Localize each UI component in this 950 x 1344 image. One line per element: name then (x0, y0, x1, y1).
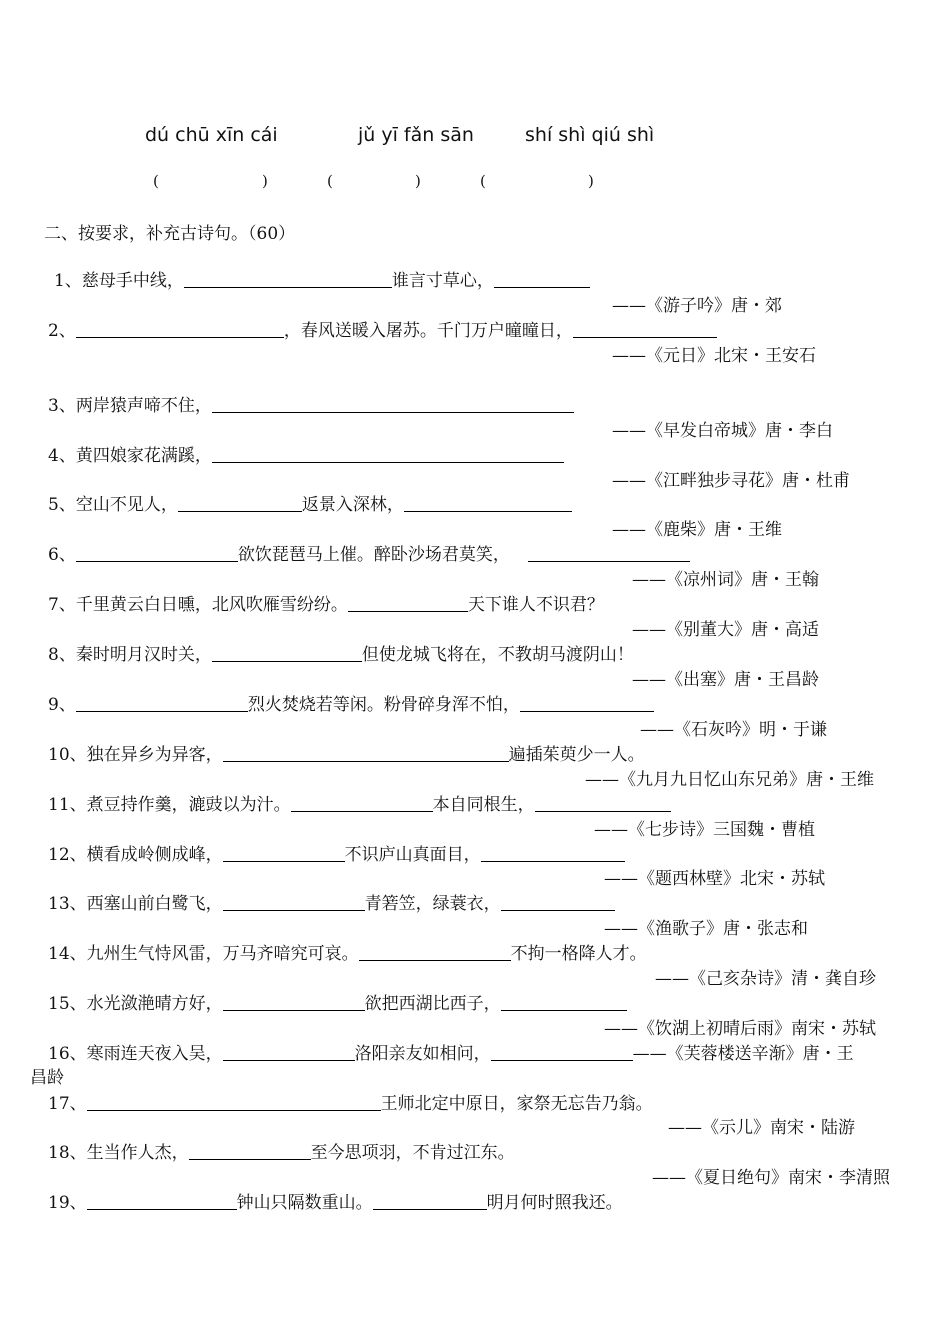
poem-text: 黄四娘家花满蹊， (75, 446, 212, 466)
poem-text: 本自同根生， (432, 795, 535, 815)
item-number: 11、 (48, 795, 87, 815)
answer-blank[interactable] (481, 844, 625, 862)
answer-blank[interactable] (535, 794, 671, 812)
answer-blank[interactable] (494, 270, 590, 288)
poem-text: 明月何时照我还。 (486, 1193, 623, 1213)
poem-text: ，春风送暖入屠苏。千门万户曈曈日， (283, 321, 573, 341)
answer-blank[interactable] (212, 445, 564, 463)
answer-blank[interactable] (491, 1043, 633, 1061)
item-9 (48, 694, 654, 716)
poem-source: ——《己亥杂诗》清・龚自珍 (655, 969, 876, 989)
poem-text: 空山不见人， (75, 495, 178, 515)
item-number: 7、 (48, 595, 76, 615)
item-number: 13、 (48, 894, 87, 914)
poem-source: ——《渔歌子》唐・张志和 (604, 919, 808, 939)
poem-text: 烈火焚烧若等闲。粉骨碎身浑不怕， (247, 695, 520, 715)
poem-source: ——《芙蓉楼送辛渐》唐・王 (632, 1044, 854, 1064)
answer-blank[interactable] (520, 694, 654, 712)
item-7 (48, 594, 604, 616)
answer-blank[interactable] (501, 893, 615, 911)
poem-text: 生当作人杰， (86, 1143, 189, 1163)
item-number: 1、 (54, 271, 82, 291)
poem-text: 天下谁人不识君？ (467, 595, 604, 615)
item-number: 10、 (48, 745, 87, 765)
item-number: 9、 (48, 695, 76, 715)
poem-text: 九州生气恃风雷，万马齐喑究可哀。 (86, 944, 359, 964)
poem-source: ——《元日》北宋・王安石 (612, 346, 816, 366)
answer-blank[interactable] (178, 494, 302, 512)
answer-blank[interactable] (212, 395, 574, 413)
item-19 (48, 1192, 623, 1214)
answer-blank[interactable] (348, 594, 468, 612)
item-15 (48, 993, 627, 1015)
item-number: 6、 (48, 545, 76, 565)
item-17 (48, 1093, 653, 1115)
item-number: 14、 (48, 944, 87, 964)
item-number: 5、 (48, 495, 76, 515)
answer-blank[interactable] (76, 544, 238, 562)
poem-source: ——《凉州词》唐・王翰 (632, 570, 819, 590)
poem-text: 两岸猿声啼不住， (75, 396, 212, 416)
poem-text: 洛阳亲友如相问， (354, 1044, 491, 1064)
answer-blank[interactable] (573, 320, 717, 338)
pinyin-1: dú chū xīn cái (145, 124, 278, 146)
pinyin-3: shí shì qiú shì (525, 124, 655, 146)
poem-text: 水光潋滟晴方好， (86, 994, 223, 1014)
poem-text: 青箬笠，绿蓑衣， (364, 894, 501, 914)
item-1 (54, 270, 590, 292)
item-4 (48, 445, 564, 467)
poem-text: 返景入深林， (301, 495, 404, 515)
poem-source: ——《七步诗》三国魏・曹植 (594, 820, 815, 840)
item-16 (48, 1043, 854, 1065)
item-12 (48, 844, 625, 866)
item-5 (48, 494, 572, 516)
item-number: 3、 (48, 396, 76, 416)
poem-source: ——《早发白帝城》唐・李白 (612, 421, 833, 441)
item-number: 15、 (48, 994, 87, 1014)
poem-source: ——《示儿》南宋・陆游 (668, 1118, 855, 1138)
poem-text: 寒雨连天夜入吴， (86, 1044, 223, 1064)
poem-source: ——《夏日绝句》南宋・李清照 (652, 1168, 890, 1188)
answer-blank[interactable] (223, 1043, 355, 1061)
poem-text: 欲把西湖比西子， (364, 994, 501, 1014)
answer-blank[interactable] (404, 494, 572, 512)
answer-blank[interactable] (223, 893, 365, 911)
answer-blank[interactable] (223, 993, 365, 1011)
item-number: 12、 (48, 845, 87, 865)
paren-close-3: ) (588, 172, 594, 190)
item-number: 8、 (48, 645, 76, 665)
item-10 (48, 744, 645, 766)
answer-blank[interactable] (76, 320, 284, 338)
answer-blank[interactable] (87, 1093, 381, 1111)
poem-text: 但使龙城飞将在，不教胡马渡阴山！ (361, 645, 634, 665)
paren-open-2: ( (327, 172, 333, 190)
item-14 (48, 943, 647, 965)
paren-open-3: ( (480, 172, 486, 190)
item-2 (48, 320, 717, 342)
poem-source: ——《出塞》唐・王昌龄 (632, 670, 819, 690)
answer-blank[interactable] (76, 694, 248, 712)
poem-text: 独在异乡为异客， (86, 745, 223, 765)
answer-blank[interactable] (212, 644, 362, 662)
answer-blank[interactable] (87, 1192, 237, 1210)
poem-text: 谁言寸草心， (391, 271, 494, 291)
poem-text: 钟山只隔数重山。 (236, 1193, 373, 1213)
poem-text: 不识庐山真面目， (344, 845, 481, 865)
item-3 (48, 395, 574, 417)
item-13 (48, 893, 615, 915)
poem-source: ——《江畔独步寻花》唐・杜甫 (612, 471, 850, 491)
answer-blank[interactable] (373, 1192, 487, 1210)
poem-source: ——《别董大》唐・高适 (632, 620, 819, 640)
item-18 (48, 1142, 515, 1164)
poem-source-wrap: 昌龄 (30, 1068, 64, 1088)
item-11 (48, 794, 671, 816)
section-heading: 二、按要求，补充古诗句。（60） (44, 224, 296, 244)
answer-blank[interactable] (184, 270, 392, 288)
poem-text: 横看成岭侧成峰， (86, 845, 223, 865)
answer-blank[interactable] (291, 794, 433, 812)
answer-blank[interactable] (189, 1142, 311, 1160)
poem-text: 煮豆持作羹，漉豉以为汁。 (86, 795, 291, 815)
item-number: 19、 (48, 1193, 87, 1213)
item-number: 18、 (48, 1143, 87, 1163)
poem-text: 遍插茱萸少一人。 (508, 745, 645, 765)
answer-blank[interactable] (223, 844, 345, 862)
poem-text: 慈母手中线， (81, 271, 184, 291)
poem-source: ——《游子吟》唐・郊 (612, 296, 782, 316)
item-6 (48, 544, 690, 566)
poem-text: 千里黄云白日曛，北风吹雁雪纷纷。 (75, 595, 348, 615)
answer-blank[interactable] (501, 993, 627, 1011)
poem-source: ——《石灰吟》明・于谦 (640, 720, 827, 740)
poem-source: ——《饮湖上初晴后雨》南宋・苏轼 (604, 1019, 876, 1039)
paren-close-2: ) (415, 172, 421, 190)
item-8 (48, 644, 634, 666)
poem-source: ——《题西林壁》北宋・苏轼 (604, 869, 825, 889)
poem-text: 王师北定中原日，家祭无忘告乃翁。 (380, 1094, 653, 1114)
poem-text: 欲饮琵琶马上催。醉卧沙场君莫笑， (237, 545, 510, 565)
item-number: 2、 (48, 321, 76, 341)
answer-blank[interactable] (528, 544, 690, 562)
pinyin-2: jǔ yī fǎn sān (358, 124, 474, 146)
poem-source: ——《九月九日忆山东兄弟》唐・王维 (585, 770, 874, 790)
poem-source: ——《鹿柴》唐・王维 (612, 520, 782, 540)
item-number: 4、 (48, 446, 76, 466)
poem-text: 西塞山前白鹭飞， (86, 894, 223, 914)
poem-text: 不拘一格降人才。 (510, 944, 647, 964)
poem-text: 至今思项羽，不肯过江东。 (310, 1143, 515, 1163)
answer-blank[interactable] (359, 943, 511, 961)
paren-close-1: ) (262, 172, 268, 190)
poem-text: 秦时明月汉时关， (75, 645, 212, 665)
paren-open-1: ( (153, 172, 159, 190)
answer-blank[interactable] (223, 744, 509, 762)
item-number: 17、 (48, 1094, 87, 1114)
item-number: 16、 (48, 1044, 87, 1064)
